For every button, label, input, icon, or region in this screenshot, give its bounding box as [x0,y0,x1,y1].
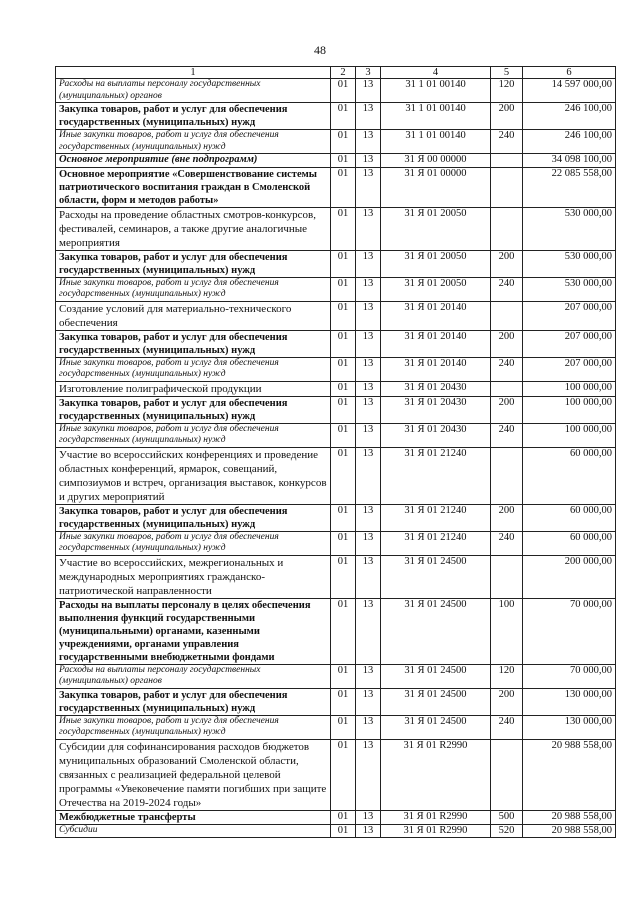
row-value-cell: 13 [356,396,381,423]
table-row [56,423,616,447]
table-row [56,103,616,130]
row-value-cell [491,381,523,396]
row-value-cell: 01 [331,598,356,664]
row-value-cell: 240 [491,423,523,447]
row-value-cell: 200 000,00 [523,555,616,598]
row-value-cell: 31 Я 01 20050 [381,277,491,301]
table-row [56,555,616,598]
row-value-cell: 31 Я 01 20050 [381,207,491,250]
table-row [56,531,616,555]
row-value-cell: 13 [356,79,381,103]
row-value-cell: 14 597 000,00 [523,79,616,103]
row-name-cell: Иные закупки товаров, работ и услуг для обеспечения государственных (муниципальных) нужд [56,277,331,301]
row-value-cell: 01 [331,154,356,168]
row-value-cell: 20 988 558,00 [523,824,616,838]
column-header: 1 [56,67,331,79]
row-value-cell: 13 [356,381,381,396]
table-row [56,154,616,168]
row-value-cell: 01 [331,396,356,423]
table-row [56,277,616,301]
row-value-cell: 31 Я 01 24500 [381,598,491,664]
row-value-cell: 246 100,00 [523,103,616,130]
row-value-cell: 01 [331,381,356,396]
row-value-cell: 20 988 558,00 [523,810,616,824]
column-header: 5 [491,67,523,79]
row-value-cell [491,739,523,810]
row-value-cell: 20 988 558,00 [523,739,616,810]
row-value-cell: 31 Я 01 R2990 [381,824,491,838]
table-row [56,130,616,154]
row-value-cell: 01 [331,79,356,103]
row-value-cell: 01 [331,739,356,810]
table-row [56,739,616,810]
row-name-cell: Иные закупки товаров, работ и услуг для обеспечения государственных (муниципальных) нужд [56,531,331,555]
row-name-cell: Участие во всероссийских, межрегиональных и международных мероприятиях гражданско-патриотической направленности [56,555,331,598]
row-value-cell: 246 100,00 [523,130,616,154]
row-value-cell: 13 [356,664,381,688]
row-name-cell: Межбюджетные трансферты [56,810,331,824]
row-value-cell: 01 [331,167,356,207]
row-value-cell: 13 [356,810,381,824]
table-row [56,824,616,838]
table-row [56,167,616,207]
row-value-cell: 13 [356,423,381,447]
row-value-cell: 13 [356,531,381,555]
table-body [56,79,616,838]
row-name-cell: Закупка товаров, работ и услуг для обеспечения государственных (муниципальных) нужд [56,103,331,130]
column-header: 2 [331,67,356,79]
row-value-cell: 01 [331,301,356,330]
table-row [56,715,616,739]
row-name-cell: Закупка товаров, работ и услуг для обеспечения государственных (муниципальных) нужд [56,250,331,277]
row-name-cell: Иные закупки товаров, работ и услуг для обеспечения государственных (муниципальных) нужд [56,130,331,154]
row-value-cell: 01 [331,423,356,447]
row-value-cell: 31 Я 01 21240 [381,447,491,504]
row-value-cell: 13 [356,154,381,168]
table-row [56,381,616,396]
table-row [56,504,616,531]
table-row [56,810,616,824]
column-header: 6 [523,67,616,79]
row-value-cell: 01 [331,447,356,504]
page-number: 48 [314,43,326,57]
budget-table [55,66,616,838]
row-name-cell: Создание условий для материально-технического обеспечения [56,301,331,330]
column-header: 3 [356,67,381,79]
row-value-cell: 13 [356,103,381,130]
row-value-cell: 31 Я 01 20140 [381,330,491,357]
row-name-cell: Субсидии для софинансирования расходов бюджетов муниципальных образований Смоленской области, связанных с реализацией федеральной целевой программы «Увековечение памяти погибших при защите Отечества на 2019-2024 годы» [56,739,331,810]
row-value-cell: 530 000,00 [523,250,616,277]
row-value-cell: 01 [331,688,356,715]
table-row [56,330,616,357]
row-value-cell: 31 Я 01 24500 [381,664,491,688]
row-value-cell: 100 000,00 [523,381,616,396]
row-value-cell: 31 Я 00 00000 [381,154,491,168]
row-value-cell [491,301,523,330]
row-value-cell: 13 [356,598,381,664]
row-name-cell: Закупка товаров, работ и услуг для обеспечения государственных (муниципальных) нужд [56,688,331,715]
row-value-cell: 31 Я 01 R2990 [381,810,491,824]
table-row [56,357,616,381]
row-value-cell: 13 [356,130,381,154]
table-row [56,688,616,715]
row-name-cell: Иные закупки товаров, работ и услуг для обеспечения государственных (муниципальных) нужд [56,423,331,447]
row-value-cell: 31 Я 01 24500 [381,555,491,598]
row-value-cell: 13 [356,504,381,531]
row-value-cell: 13 [356,330,381,357]
row-value-cell: 13 [356,447,381,504]
row-value-cell: 100 000,00 [523,396,616,423]
row-value-cell: 13 [356,824,381,838]
row-name-cell: Расходы на выплаты персоналу государственных (муниципальных) органов [56,79,331,103]
row-value-cell: 240 [491,531,523,555]
row-value-cell: 01 [331,277,356,301]
row-name-cell: Расходы на выплаты персоналу в целях обеспечения выполнения функций государственными (муниципальными) органами, казенными учреждениями, органами управления государственными внебюджетными фондами [56,598,331,664]
row-value-cell: 530 000,00 [523,207,616,250]
row-value-cell: 31 Я 01 20050 [381,250,491,277]
row-value-cell: 207 000,00 [523,330,616,357]
row-value-cell [491,447,523,504]
row-name-cell: Закупка товаров, работ и услуг для обеспечения государственных (муниципальных) нужд [56,396,331,423]
row-value-cell: 31 1 01 00140 [381,79,491,103]
row-value-cell: 13 [356,739,381,810]
table-row [56,598,616,664]
table-row [56,396,616,423]
row-value-cell [491,154,523,168]
table-row [56,664,616,688]
row-value-cell [491,555,523,598]
row-value-cell: 13 [356,250,381,277]
row-value-cell: 240 [491,130,523,154]
row-value-cell: 520 [491,824,523,838]
row-value-cell: 60 000,00 [523,531,616,555]
row-value-cell: 31 Я 01 R2990 [381,739,491,810]
row-name-cell: Закупка товаров, работ и услуг для обеспечения государственных (муниципальных) нужд [56,330,331,357]
table-row [56,250,616,277]
row-name-cell: Участие во всероссийских конференциях и проведение областных конференций, ярмарок, совещаний, симпозиумов и встреч, организация выставок, конкурсов и других мероприятий [56,447,331,504]
row-name-cell: Изготовление полиграфической продукции [56,381,331,396]
row-value-cell: 240 [491,715,523,739]
row-value-cell: 200 [491,103,523,130]
row-value-cell: 240 [491,277,523,301]
row-value-cell: 31 1 01 00140 [381,130,491,154]
column-header: 4 [381,67,491,79]
row-value-cell: 01 [331,531,356,555]
row-value-cell: 70 000,00 [523,664,616,688]
row-value-cell: 01 [331,330,356,357]
table-row [56,447,616,504]
row-value-cell: 31 Я 01 20430 [381,381,491,396]
row-value-cell: 13 [356,688,381,715]
row-value-cell: 120 [491,664,523,688]
row-value-cell: 60 000,00 [523,447,616,504]
row-value-cell: 207 000,00 [523,357,616,381]
row-value-cell: 500 [491,810,523,824]
row-value-cell: 01 [331,250,356,277]
row-value-cell: 22 085 558,00 [523,167,616,207]
row-value-cell [491,167,523,207]
row-value-cell: 200 [491,250,523,277]
row-value-cell: 240 [491,357,523,381]
table-row [56,79,616,103]
row-name-cell: Закупка товаров, работ и услуг для обеспечения государственных (муниципальных) нужд [56,504,331,531]
row-value-cell: 01 [331,357,356,381]
row-name-cell: Расходы на проведение областных смотров-конкурсов, фестивалей, семинаров, а также другие аналогичные мероприятия [56,207,331,250]
row-value-cell: 31 Я 01 20140 [381,357,491,381]
table-row [56,207,616,250]
row-value-cell: 530 000,00 [523,277,616,301]
row-value-cell: 01 [331,207,356,250]
row-name-cell: Расходы на выплаты персоналу государственных (муниципальных) органов [56,664,331,688]
row-value-cell: 31 Я 01 24500 [381,715,491,739]
row-value-cell: 31 1 01 00140 [381,103,491,130]
row-value-cell: 31 Я 01 21240 [381,531,491,555]
row-name-cell: Субсидии [56,824,331,838]
table-header-row [56,67,616,79]
row-value-cell: 01 [331,810,356,824]
row-value-cell: 200 [491,688,523,715]
row-value-cell: 70 000,00 [523,598,616,664]
row-value-cell: 130 000,00 [523,715,616,739]
row-value-cell: 120 [491,79,523,103]
row-value-cell: 60 000,00 [523,504,616,531]
row-value-cell: 200 [491,396,523,423]
row-name-cell: Основное мероприятие (вне подпрограмм) [56,154,331,168]
row-value-cell: 01 [331,555,356,598]
row-value-cell: 01 [331,715,356,739]
row-value-cell: 13 [356,277,381,301]
row-value-cell [491,207,523,250]
row-name-cell: Основное мероприятие «Совершенствование системы патриотического воспитания граждан в Смоленской области, форм и методов работы» [56,167,331,207]
row-value-cell: 200 [491,330,523,357]
row-value-cell: 200 [491,504,523,531]
row-value-cell: 13 [356,715,381,739]
row-value-cell: 31 Я 01 20430 [381,423,491,447]
row-value-cell: 31 Я 01 24500 [381,688,491,715]
row-value-cell: 31 Я 01 21240 [381,504,491,531]
row-value-cell: 130 000,00 [523,688,616,715]
row-value-cell: 31 Я 01 20430 [381,396,491,423]
row-value-cell: 13 [356,555,381,598]
row-value-cell: 13 [356,301,381,330]
row-value-cell: 13 [356,167,381,207]
row-value-cell: 01 [331,130,356,154]
row-value-cell: 01 [331,824,356,838]
row-value-cell: 13 [356,357,381,381]
row-value-cell: 34 098 100,00 [523,154,616,168]
row-value-cell: 01 [331,103,356,130]
row-name-cell: Иные закупки товаров, работ и услуг для обеспечения государственных (муниципальных) нужд [56,357,331,381]
row-value-cell: 31 Я 01 00000 [381,167,491,207]
row-value-cell: 100 [491,598,523,664]
row-value-cell: 13 [356,207,381,250]
row-value-cell: 100 000,00 [523,423,616,447]
row-name-cell: Иные закупки товаров, работ и услуг для обеспечения государственных (муниципальных) нужд [56,715,331,739]
row-value-cell: 207 000,00 [523,301,616,330]
row-value-cell: 31 Я 01 20140 [381,301,491,330]
row-value-cell: 01 [331,664,356,688]
table-row [56,301,616,330]
row-value-cell: 01 [331,504,356,531]
